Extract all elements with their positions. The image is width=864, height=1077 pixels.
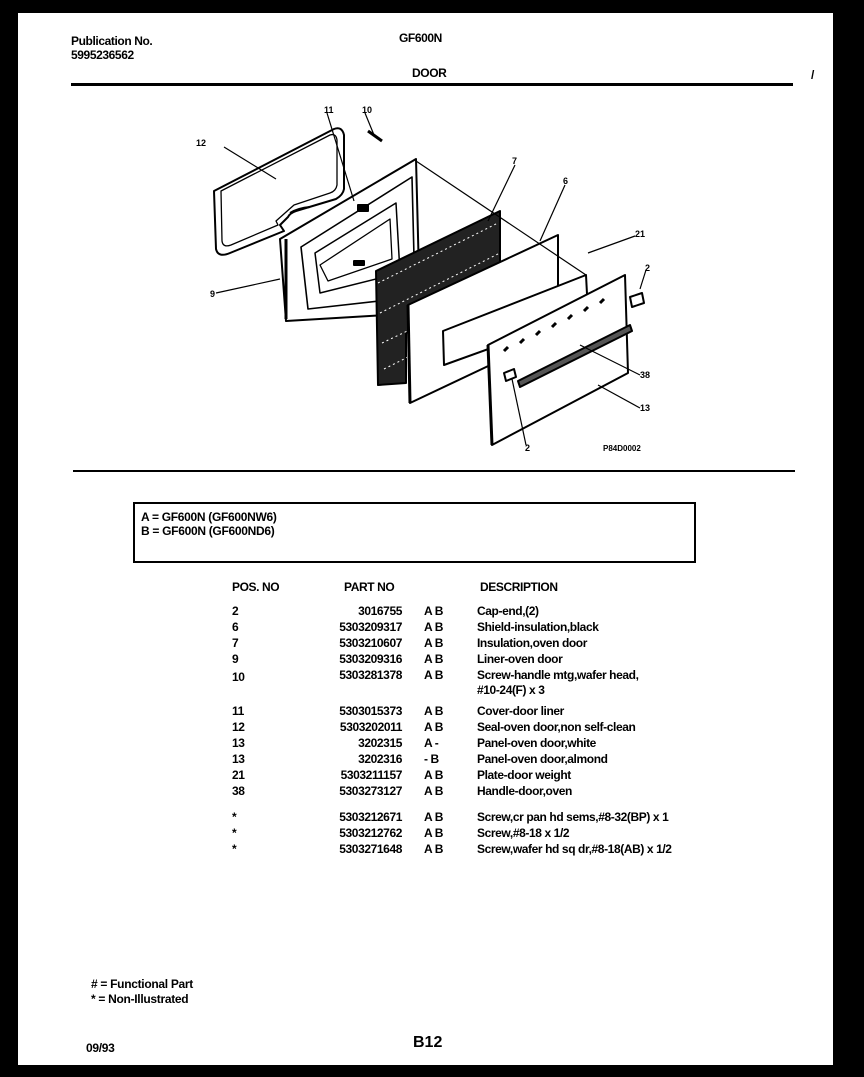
model-legend-box [133,502,696,563]
diagram-code: P84D0002 [603,444,641,453]
section-title: DOOR [412,66,447,80]
parts-table: POS. NO PART NO DESCRIPTION 2 3016755 A B Cap-end,(2) 6 5303209317 A B Shield-insulation,black 7 5303210607 A B Insulation,oven door 9 5303209316 A B Liner-oven door 10 5303281378 A B Screw-handle mtg,wafer head, #10-24(F) x 3 11 5303015373 A B Cover-door liner 12 5303202011 A B Seal-oven door,non self-clean 13 3202315 A - Panel-oven door,white 13 3202316 - B Panel-oven door,almond 21 5303211157 A B Plate-door weight 38 5303273127 A B Handle-door,oven * 5303212671 A B Screw,cr pan hd sems,#8-32(BP) x 1 * 5303212762 A B Screw,#8-18 x 1/2 * 5303271648 A B Screw,wafer hd sq dr,#8-18(AB) x 1/2 [232,580,672,856]
page-number: B12 [413,1034,443,1051]
callout-6: 6 [563,176,569,186]
revision-date: 09/93 [86,1041,115,1055]
legend-line-b: B = GF600N (GF600ND6) [141,524,275,538]
seal-part-icon [214,128,344,255]
callout-7: 7 [512,156,518,166]
header-pos-no: POS. NO [232,580,280,594]
callout-12: 12 [196,138,207,148]
non-illustrated-note: * = Non-Illustrated [91,992,189,1006]
callout-10: 10 [362,105,373,115]
callout-9: 9 [210,289,216,299]
parts-catalog-page [18,13,833,1065]
legend-line-a: A = GF600N (GF600NW6) [141,510,277,524]
header-description: DESCRIPTION [480,580,558,594]
end-cap-icon [630,293,644,307]
callout-38: 38 [640,370,651,380]
exploded-door-diagram [18,13,833,473]
callout-11: 11 [324,105,334,115]
functional-part-note: # = Functional Part [91,977,193,991]
publication-label: Publication No. [71,34,153,48]
callout-2-top: 2 [645,263,651,273]
callout-13: 13 [640,403,651,413]
callout-2-bottom: 2 [525,443,531,453]
diagram-rule [73,470,795,472]
header-part-no: PART NO [344,580,395,594]
publication-number: 5995236562 [71,48,134,62]
model-number: GF600N [399,31,442,45]
edge-mark: / [811,68,815,82]
callout-21: 21 [635,229,646,239]
screw-part-icon [368,131,382,141]
